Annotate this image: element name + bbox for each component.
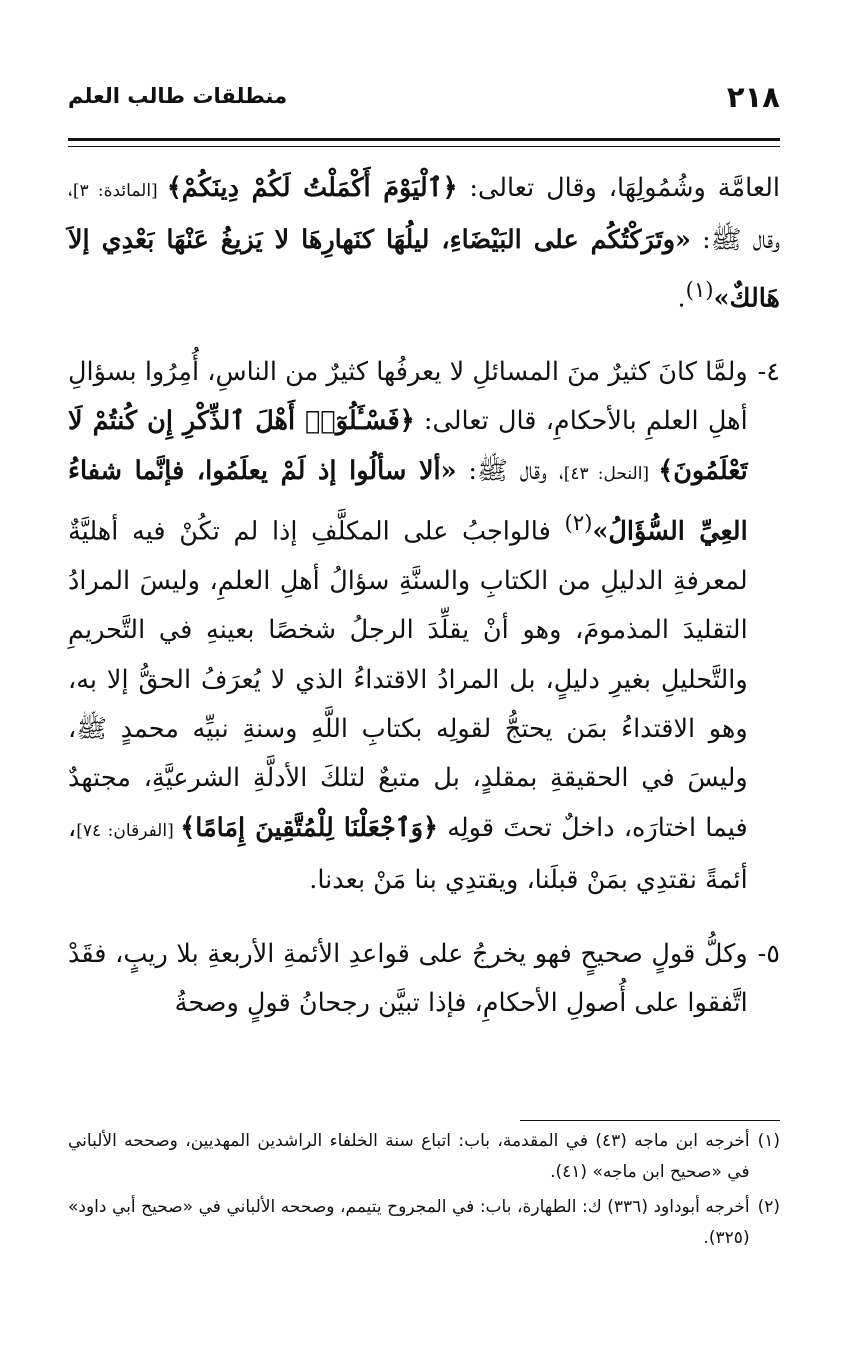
text-span: ، أئمةً نقتدِي بمَنْ قبلَنا، ويقتدِي بنا مَنْ بعدنا. (68, 812, 748, 896)
text-span: . (677, 283, 686, 314)
footnote-separator (520, 1120, 780, 1121)
running-title: منطلقات طالب العلم (68, 84, 288, 108)
footnote-marker: (١) (685, 277, 714, 303)
quran-quote: ﴿ٱلْيَوْمَ أَكْمَلْتُ لَكُمْ دِينَكُمْ﴾ (166, 173, 458, 203)
text-span: ولمَّا كانَ كثيرٌ منَ المسائلِ لا يعرفُها كثيرٌ من الناسِ، أُمِرُوا بسؤالِ أهلِ العلمِ بالأحكامِ، قال تعالى: (68, 356, 748, 437)
text-span: فالواجبُ على المكلَّفِ إذا لم تكُنْ فيه أهليَّةٌ لمعرفةِ الدليلِ من الكتابِ والسنَّةِ سؤالُ أهلِ العلمِ، وليسَ المرادُ التقليدَ المذمومَ، وهو أنْ يقلِّدَ الرجلُ شخصًا بعينهِ في التَّحريمِ والتَّحليلِ بغيرِ دليلٍ، بل المرادُ الاقتداءُ الذي لا يُعرَفُ الحقُّ إلا به، وهو الاقتداءُ بمَن يحتجُّ لقولِه بكتابِ اللَّهِ وسنةِ نبيِّه محمدٍ ﷺ، وليسَ في الحقيقةِ بمقلدٍ، بل متبعٌ لتلكَ الأدلَّةِ الشرعيَّةِ، مجتهدٌ فيما اختارَه، داخلٌ تحتَ قولِه (68, 516, 748, 843)
numbered-item-4 (68, 348, 780, 906)
text-span: ، وقال ﷺ: (456, 455, 564, 486)
item-5-text: وكلُّ قولٍ صحيحٍ فهو يخرجُ على قواعدِ الأئمةِ الأربعةِ بلا ريبٍ، فقَدْ اتَّفقوا على أُصولِ الأحكامِ، فإذا تبيَّن رجحانُ قولٍ وصحةُ (68, 938, 748, 1019)
numbered-item-5 (68, 930, 780, 1029)
paragraph-1 (68, 164, 780, 324)
quran-quote: ﴿فَسْـَٔلُوٓا۟ أَهْلَ ٱلذِّكْرِ إِن كُنتُمْ لَا تَعْلَمُونَ﴾ (68, 406, 748, 486)
footnote-marker: (٢) (564, 510, 593, 536)
quran-quote: ﴿وَٱجْعَلْنَا لِلْمُتَّقِينَ إِمَامًا﴾ (180, 812, 438, 843)
surah-reference: [النحل: ٤٣] (563, 463, 659, 484)
page-number: ٢١٨ (726, 80, 780, 114)
text-span: العامَّة وشُمُولِهَا، وقال تعالى: (457, 173, 780, 203)
footnote-text: أخرجه ابن ماجه (٤٣) في المقدمة، باب: اتباع سنة الخلفاء الراشدين المهديين، وصححه الألباني في «صحيح ابن ماجه» (٤١). (68, 1131, 750, 1182)
footnote-1 (68, 1126, 780, 1188)
footnotes (68, 1126, 780, 1258)
item-4-text (68, 348, 748, 906)
footnote-number: (١) (757, 1131, 780, 1151)
main-text (68, 164, 780, 1029)
surah-reference: [المائدة: ٣] (72, 181, 167, 201)
footnote-number: (٢) (757, 1197, 780, 1217)
hadith-quote: «وتَرَكْتُكُم على البَيْضَاءِ، ليلُهَا كنَهارِهَا لا يَزيغُ عَنْهَا بَعْدِي إلاَ هَالكٌ» (68, 225, 780, 314)
page-header (68, 80, 780, 114)
item-number: ٥- (757, 938, 780, 969)
hadith-quote: «ألا سألُوا إذ لَمْ يعلَمُوا، فإنَّما شفاءُ العِيِّ السُّؤَالُ» (68, 455, 748, 547)
footnote-2 (68, 1192, 780, 1254)
item-number: ٤- (757, 356, 780, 387)
header-rule-thin (68, 146, 780, 147)
surah-reference: [الفرقان: ٧٤] (76, 820, 181, 841)
footnote-text: أخرجه أبوداود (٣٣٦) ك: الطهارة، باب: في المجروح يتيمم، وصححه الألباني في «صحيح أبي داود» (٣٢٥). (68, 1197, 750, 1248)
text-span: ، وقال ﷺ: (68, 173, 780, 256)
header-rule (68, 138, 780, 141)
